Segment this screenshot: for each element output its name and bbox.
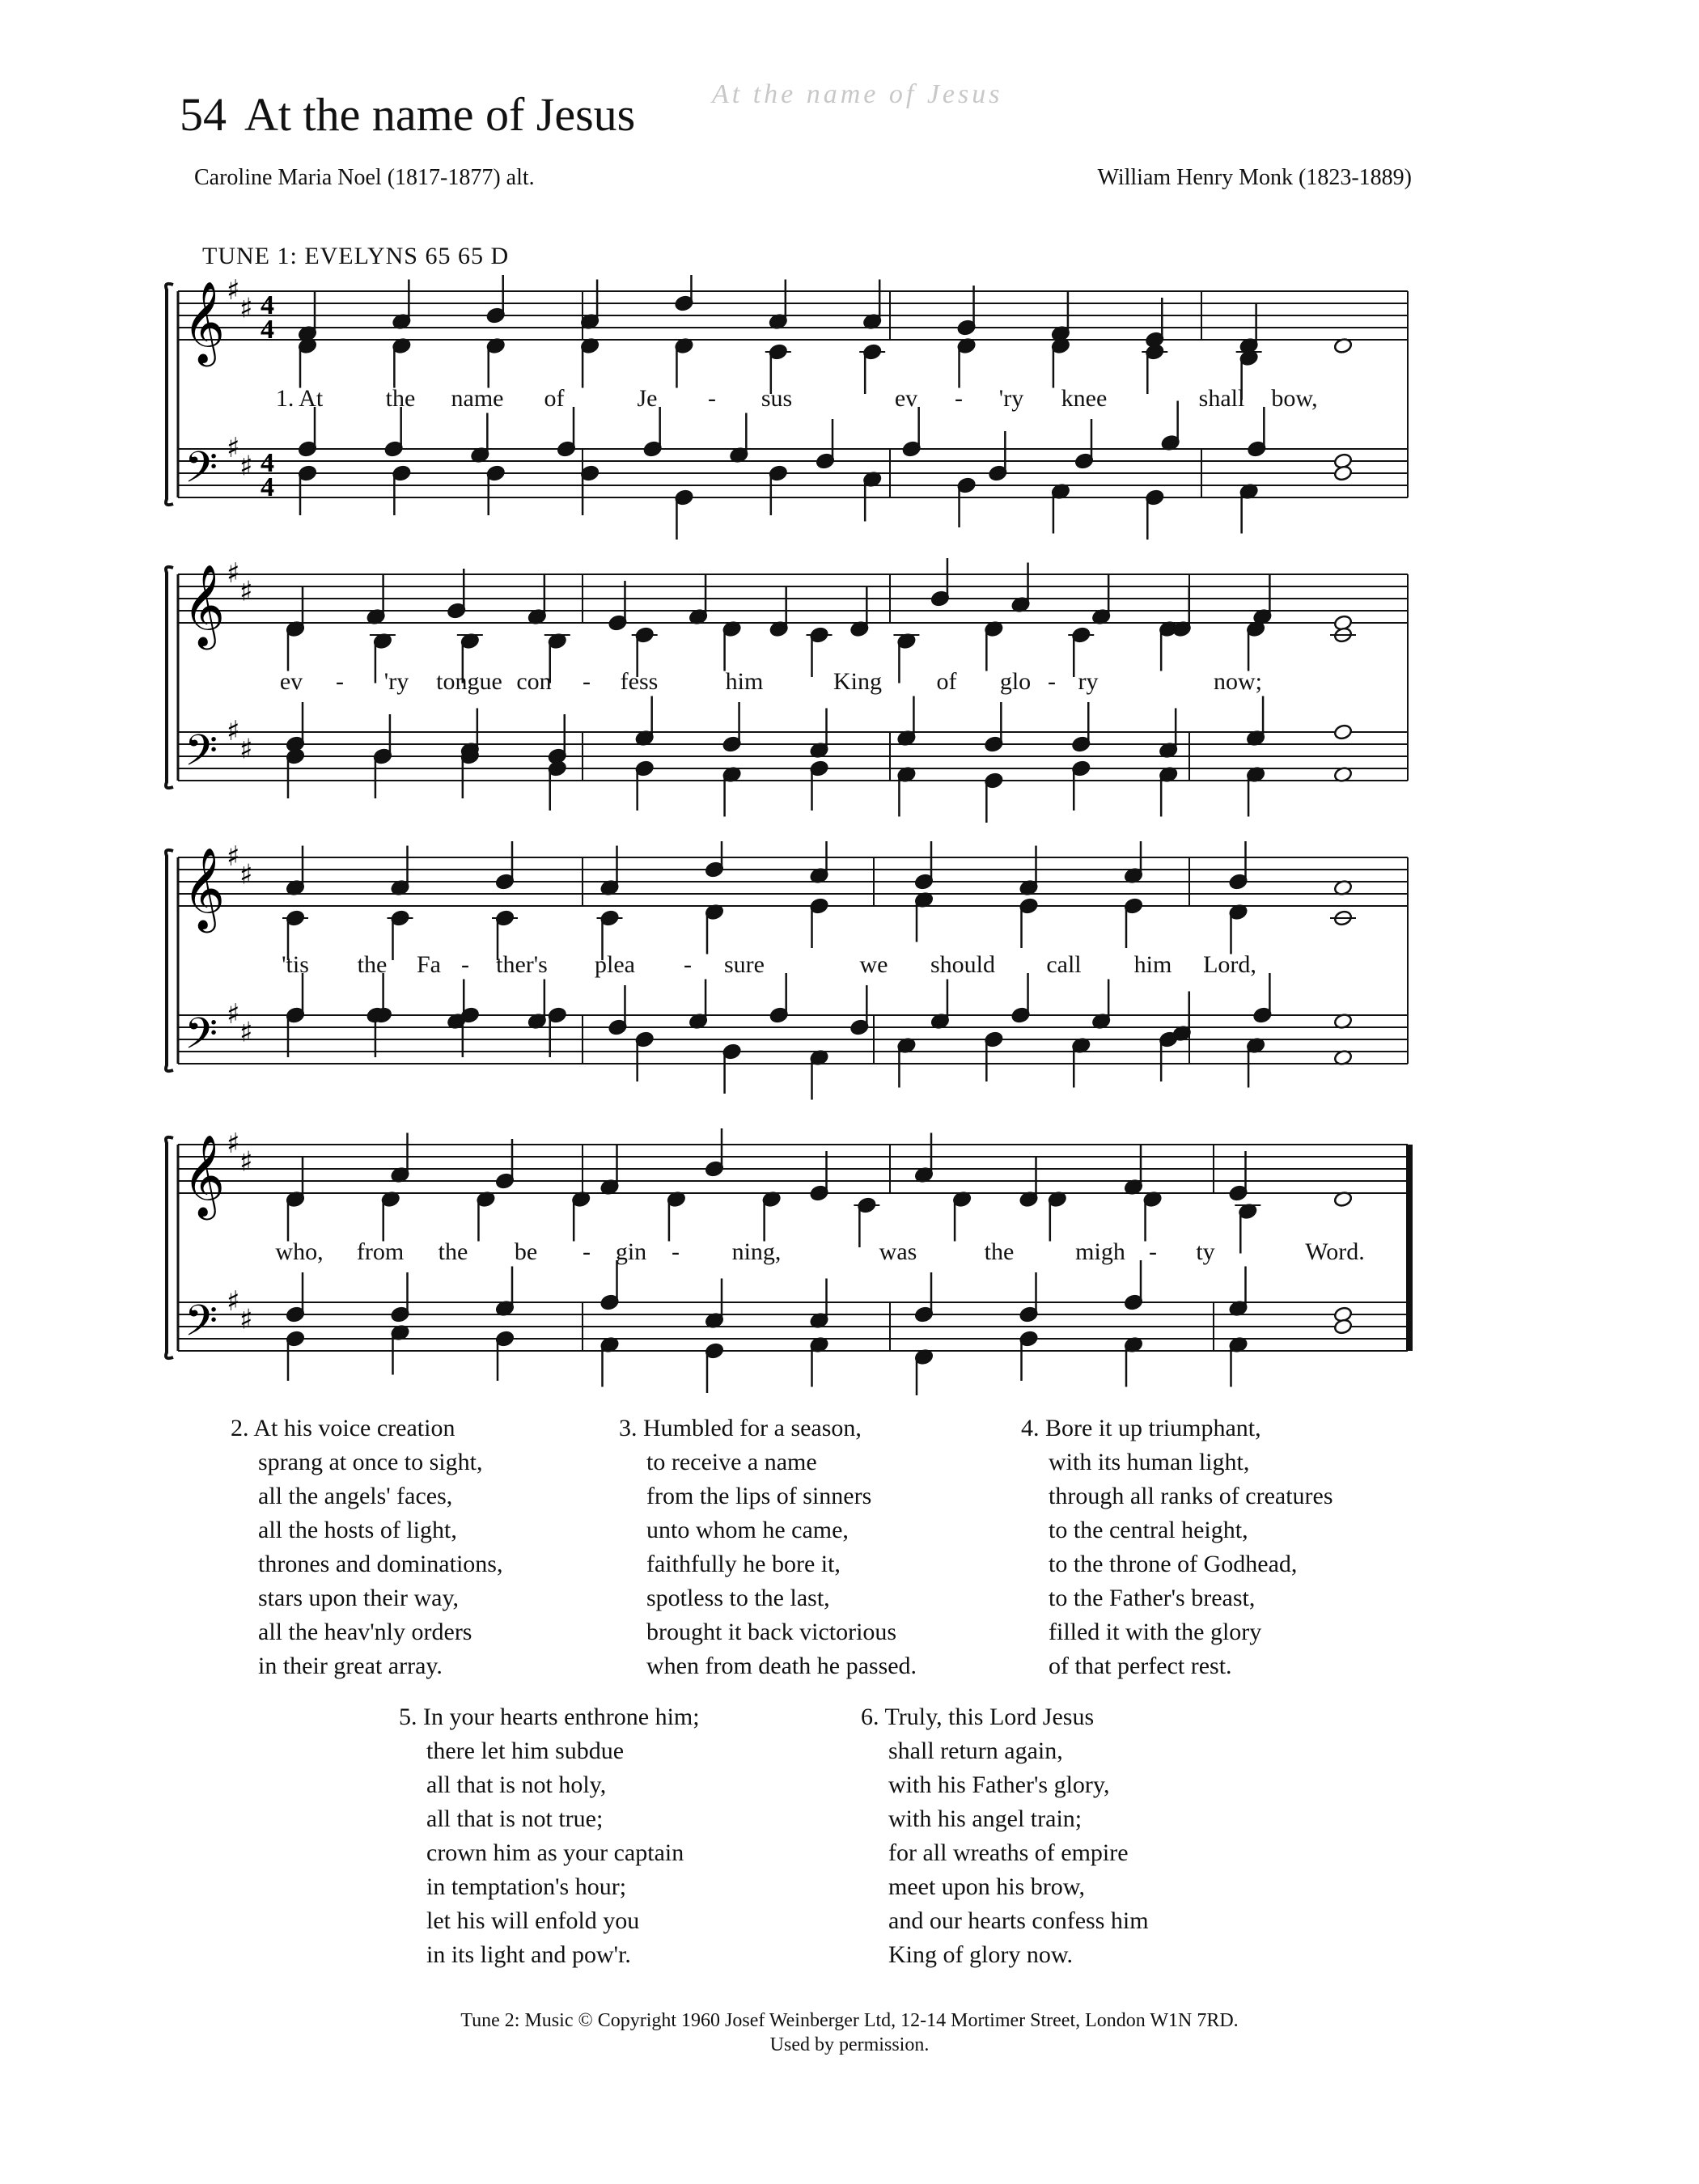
verse-line-text: and our hearts confess him [888,1907,1149,1934]
verse-line-text: all that is not holy, [426,1771,607,1798]
verse-line-text: At his voice creation [253,1415,455,1441]
verse-line [619,1649,917,1683]
key-sharp-icon: ♯ [227,1285,240,1318]
faint-bleed-through-text: At the name of Jesus [712,79,1003,109]
verse-line [399,1870,700,1904]
lyric-syllable: King [833,668,882,695]
verse-line [619,1615,917,1649]
verse-line-text: meet upon his brow, [888,1873,1086,1900]
verse-line-text: all the angels' faces, [258,1483,453,1509]
music-system-2 [162,558,1416,825]
verse-number: 2. [231,1415,254,1441]
verse-line [861,1734,1149,1768]
lyric-syllable: Fa [417,951,441,978]
notehead [1333,1318,1353,1335]
verse-line-text: to the Father's breast, [1049,1585,1256,1611]
verse-line-text: all the hosts of light, [258,1517,457,1543]
verse-line [1021,1649,1333,1683]
key-sharp-icon: ♯ [239,1145,253,1179]
lyric-syllable: Word. [1305,1238,1365,1265]
lyric-syllable: we [859,951,888,978]
lyric-syllable: ty [1196,1238,1215,1265]
lyric-syllable: was [879,1238,917,1265]
lyric-syllable: be [514,1238,538,1265]
lyric-syllable: the [357,951,388,978]
verse-line [231,1649,502,1683]
lyric-syllable: - [672,1238,680,1265]
verse-line [861,1768,1149,1802]
verse-number: 4. [1021,1415,1045,1441]
lyrics-line-4 [162,1238,1416,1271]
verse-line [399,1802,700,1836]
verse-line-text: in temptation's hour; [426,1873,627,1900]
permission-line: Used by permission. [769,2034,930,2055]
verse-line-text: Humbled for a season, [643,1415,862,1441]
lyric-syllable: Lord, [1203,951,1256,978]
lyric-syllable: con [516,668,552,695]
music-system-4 [162,1128,1416,1395]
lyric-syllable: - [1149,1238,1157,1265]
notehead [1333,724,1353,741]
bass-clef-icon: 𝄢 [184,726,218,786]
lyric-syllable: 'tis [282,951,309,978]
key-sharp-icon: ♯ [227,841,240,873]
verse-line-text: through all ranks of creatures [1049,1483,1333,1509]
verse-line [399,1700,700,1734]
music-system-1 [162,275,1416,542]
time-signature-denominator: 4 [261,472,274,502]
lyrics-line-3 [162,951,1416,984]
time-signature-numerator: 4 [261,290,274,320]
lyric-syllable: - [336,668,344,695]
verse-line [399,1768,700,1802]
verse-number: 5. [399,1704,423,1730]
key-sharp-icon: ♯ [227,1128,240,1160]
hymn-title-line [180,87,635,142]
verse-line [619,1513,917,1547]
verse-line [861,1836,1149,1870]
verse-line-text: from the lips of sinners [646,1483,872,1509]
key-sharp-icon: ♯ [227,998,240,1031]
verse-line [231,1513,502,1547]
lyric-syllable: glo [999,668,1032,695]
verse-number: 6. [861,1704,885,1730]
verse-line [231,1581,502,1615]
verse-line-text: of that perfect rest. [1049,1653,1232,1679]
bass-clef-icon: 𝄢 [184,1009,218,1069]
lyric-syllable: ther's [496,951,548,978]
lyrics-line-1 [162,385,1416,417]
lyric-syllable: migh [1075,1238,1125,1265]
verse-line [1021,1412,1333,1445]
hymn-title: At the name of Jesus [244,88,636,141]
verse-line-text: with his angel train; [888,1805,1083,1832]
lyric-syllable: the [385,385,416,412]
verse-line [231,1445,502,1479]
verse-3 [619,1412,917,1683]
treble-clef-icon: 𝄞 [183,563,226,646]
key-sharp-icon: ♯ [227,715,240,747]
key-sharp-icon: ♯ [227,432,240,464]
verse-line-text: spotless to the last, [646,1585,830,1611]
key-sharp-icon: ♯ [239,450,253,483]
verse-line [1021,1547,1333,1581]
verse-line-text: in their great array. [258,1653,443,1679]
verse-line [231,1412,502,1445]
verse-line-text: all that is not true; [426,1805,604,1832]
lyric-syllable: him [725,668,764,695]
lyric-syllable: sus [761,385,793,412]
key-sharp-icon: ♯ [239,733,253,766]
verse-line [231,1479,502,1513]
lyric-syllable: should [930,951,996,978]
verse-line-text: in its light and pow'r. [426,1941,631,1968]
verse-line [1021,1615,1333,1649]
copyright-line: Tune 2: Music © Copyright 1960 Josef Weinberger Ltd, 12-14 Mortimer Street, London W1N 7RD. [460,2010,1239,2031]
verse-line [399,1836,700,1870]
composer-credit: William Henry Monk (1823-1889) [1097,165,1412,190]
lyric-syllable: ev [279,668,303,695]
lyric-syllable: gin [615,1238,647,1265]
treble-clef-icon: 𝄞 [183,1133,226,1217]
treble-clef-icon: 𝄞 [183,846,226,929]
verse-2 [231,1412,502,1683]
verse-line [1021,1581,1333,1615]
lyric-syllable: fess [620,668,659,695]
key-sharp-icon: ♯ [239,292,253,325]
lyric-syllable: of [936,668,957,695]
lyric-syllable: ev [894,385,918,412]
verse-line-text: Truly, this Lord Jesus [884,1704,1095,1730]
lyric-syllable: bow, [1271,385,1318,412]
verse-line [1021,1513,1333,1547]
verse-6 [861,1700,1149,1972]
lyric-syllable: name [451,385,504,412]
verse-line [399,1904,700,1938]
verse-line-text: with its human light, [1049,1449,1250,1475]
key-sharp-icon: ♯ [239,575,253,608]
verse-line-text: shall return again, [888,1737,1063,1764]
key-sharp-icon: ♯ [227,558,240,590]
verse-line-text: to receive a name [646,1449,817,1475]
verse-line [861,1802,1149,1836]
notehead [1333,465,1353,482]
verse-line [619,1445,917,1479]
lyric-syllable: call [1046,951,1082,978]
lyric-syllable: ning, [731,1238,782,1265]
verse-line-text: faithfully he bore it, [646,1551,841,1577]
lyric-syllable: shall [1198,385,1245,412]
verse-5 [399,1700,700,1972]
key-sharp-icon: ♯ [239,1016,253,1049]
time-signature-numerator: 4 [261,448,274,478]
verse-line [861,1870,1149,1904]
verse-line-text: for all wreaths of empire [888,1839,1129,1866]
lyric-syllable: knee [1061,385,1108,412]
lyric-syllable: - [708,385,716,412]
verse-number: 3. [619,1415,643,1441]
verse-line [619,1412,917,1445]
author-credit: Caroline Maria Noel (1817-1877) alt. [194,165,535,190]
verse-line-text: all the heav'nly orders [258,1619,472,1645]
verse-line [619,1581,917,1615]
key-sharp-icon: ♯ [227,275,240,307]
verse-line [1021,1479,1333,1513]
verse-line-text: let his will enfold you [426,1907,640,1934]
treble-clef-icon: 𝄞 [183,280,226,363]
verse-line [861,1938,1149,1972]
lyric-syllable: 'ry [998,385,1024,412]
verse-line-text: stars upon their way, [258,1585,459,1611]
verse-line-text: Bore it up triumphant, [1045,1415,1261,1441]
key-sharp-icon: ♯ [239,1303,253,1336]
lyric-syllable: - [583,1238,591,1265]
lyric-syllable: - [1048,668,1056,695]
lyric-syllable: ry [1078,668,1099,695]
time-signature-denominator: 4 [261,315,274,345]
lyric-syllable: him [1133,951,1172,978]
verse-line [619,1547,917,1581]
verse-line-text: thrones and dominations, [258,1551,503,1577]
lyric-syllable: sure [724,951,765,978]
lyric-syllable: the [438,1238,468,1265]
lyric-syllable: now; [1214,668,1262,695]
verse-line [861,1904,1149,1938]
verse-4 [1021,1412,1333,1683]
verse-line-text: brought it back victorious [646,1619,897,1645]
lyric-syllable: the [984,1238,1015,1265]
lyric-syllable: - [461,951,469,978]
music-system-3 [162,841,1416,1108]
bass-clef-icon: 𝄢 [184,443,218,503]
verse-line [399,1938,700,1972]
lyric-syllable: 'ry [383,668,409,695]
verse-line-text: to the throne of Godhead, [1049,1551,1298,1577]
verse-line [231,1615,502,1649]
lyric-syllable: 1. At [275,385,324,412]
verse-line-text: with his Father's glory, [888,1771,1110,1798]
bass-clef-icon: 𝄢 [184,1297,218,1357]
verse-line-text: sprang at once to sight, [258,1449,483,1475]
verse-line [1021,1445,1333,1479]
lyric-syllable: - [955,385,963,412]
verse-line-text: crown him as your captain [426,1839,684,1866]
lyric-syllable: - [684,951,692,978]
verse-line-text: King of glory now. [888,1941,1074,1968]
key-sharp-icon: ♯ [239,858,253,891]
lyric-syllable: - [583,668,591,695]
lyric-syllable: of [544,385,565,412]
verse-line-text: In your hearts enthrone him; [423,1704,700,1730]
lyrics-line-2 [162,668,1416,700]
verse-line-text: there let him subdue [426,1737,625,1764]
lyric-syllable: plea [595,951,635,978]
verse-line [231,1547,502,1581]
lyric-syllable: tongue [436,668,502,695]
verse-line-text: filled it with the glory [1049,1619,1262,1645]
lyric-syllable: from [356,1238,405,1265]
copyright-footer [0,2008,1699,2057]
verse-line-text: to the central height, [1049,1517,1248,1543]
hymn-number: 54 [180,88,227,141]
tune-label: TUNE 1: EVELYNS 65 65 D [202,243,510,269]
lyric-syllable: who, [275,1238,324,1265]
verse-line-text: unto whom he came, [646,1517,849,1543]
lyric-syllable: Je [637,385,658,412]
verse-line [399,1734,700,1768]
verse-line [861,1700,1149,1734]
verse-line [619,1479,917,1513]
verse-line-text: when from death he passed. [646,1653,917,1679]
